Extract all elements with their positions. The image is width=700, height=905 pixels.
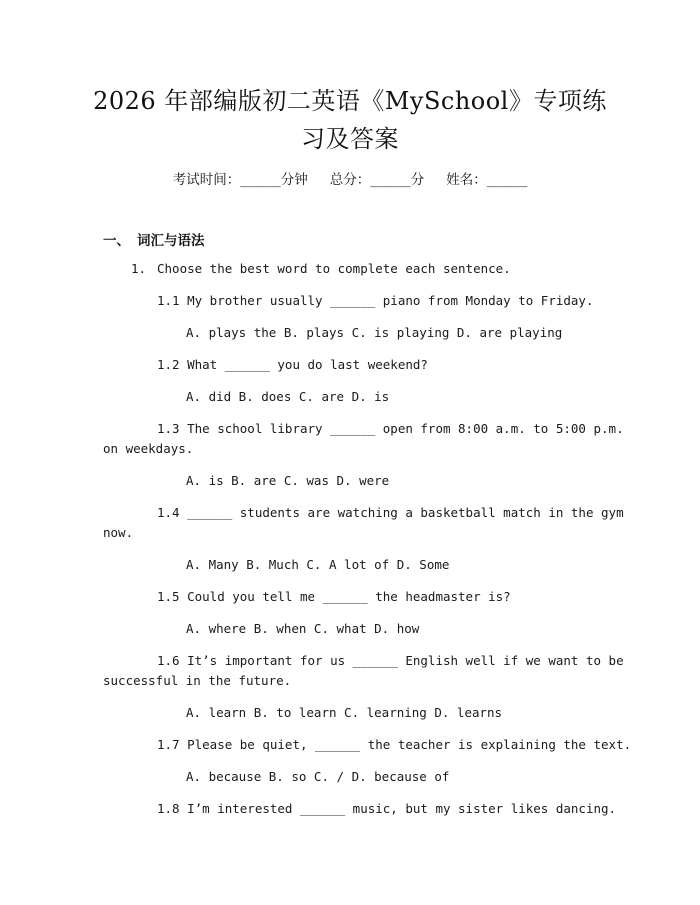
question-item-stem-continued: on weekdays. <box>103 441 194 456</box>
exam-time-field: 考试时间：______分钟 <box>172 172 308 188</box>
question-item-options: A. is B. are C. was D. were <box>186 473 390 488</box>
question-item-options: A. where B. when C. what D. how <box>186 621 420 636</box>
question-item-stem: 1.2 What ______ you do last weekend? <box>157 357 428 372</box>
question-item-options: A. learn B. to learn C. learning D. learns <box>186 705 503 720</box>
total-score-field: 总分：______分 <box>329 172 425 188</box>
question-item-stem: 1.4 ______ students are watching a basketball match in the gym <box>157 505 624 520</box>
question-number: 1. <box>131 261 147 276</box>
question-item-stem: 1.1 My brother usually ______ piano from Monday to Friday. <box>157 293 594 308</box>
question-item-stem: 1.5 Could you tell me ______ the headmaster is? <box>157 589 511 604</box>
instruction-text: Choose the best word to complete each sentence. <box>157 261 511 276</box>
question-item-options: A. plays the B. plays C. is playing D. are playing <box>186 325 563 340</box>
question-item-stem: 1.6 It’s important for us ______ English well if we want to be <box>157 653 624 668</box>
question-item-options: A. did B. does C. are D. is <box>186 389 390 404</box>
document-title-line-1: 2026 年部编版初二英语《MySchool》专项练 <box>93 87 607 115</box>
section-title: 词汇与语法 <box>137 233 205 249</box>
section-number: 一、 <box>103 233 130 249</box>
question-item-stem: 1.7 Please be quiet, ______ the teacher is explaining the text. <box>157 737 632 752</box>
question-item-stem: 1.8 I’m interested ______ music, but my sister likes dancing. <box>157 801 617 816</box>
question-item-options: A. Many B. Much C. A lot of D. Some <box>186 557 450 572</box>
document-title-line-2: 习及答案 <box>301 125 399 153</box>
section-heading <box>103 229 205 249</box>
student-name-field: 姓名：______ <box>446 172 528 188</box>
question-instruction <box>131 259 511 279</box>
question-item-options: A. because B. so C. / D. because of <box>186 769 450 784</box>
question-item-stem-continued: successful in the future. <box>103 673 292 688</box>
exam-meta <box>0 168 700 188</box>
question-item-stem: 1.3 The school library ______ open from 8:00 a.m. to 5:00 p.m. <box>157 421 624 436</box>
question-item-stem-continued: now. <box>103 525 134 540</box>
